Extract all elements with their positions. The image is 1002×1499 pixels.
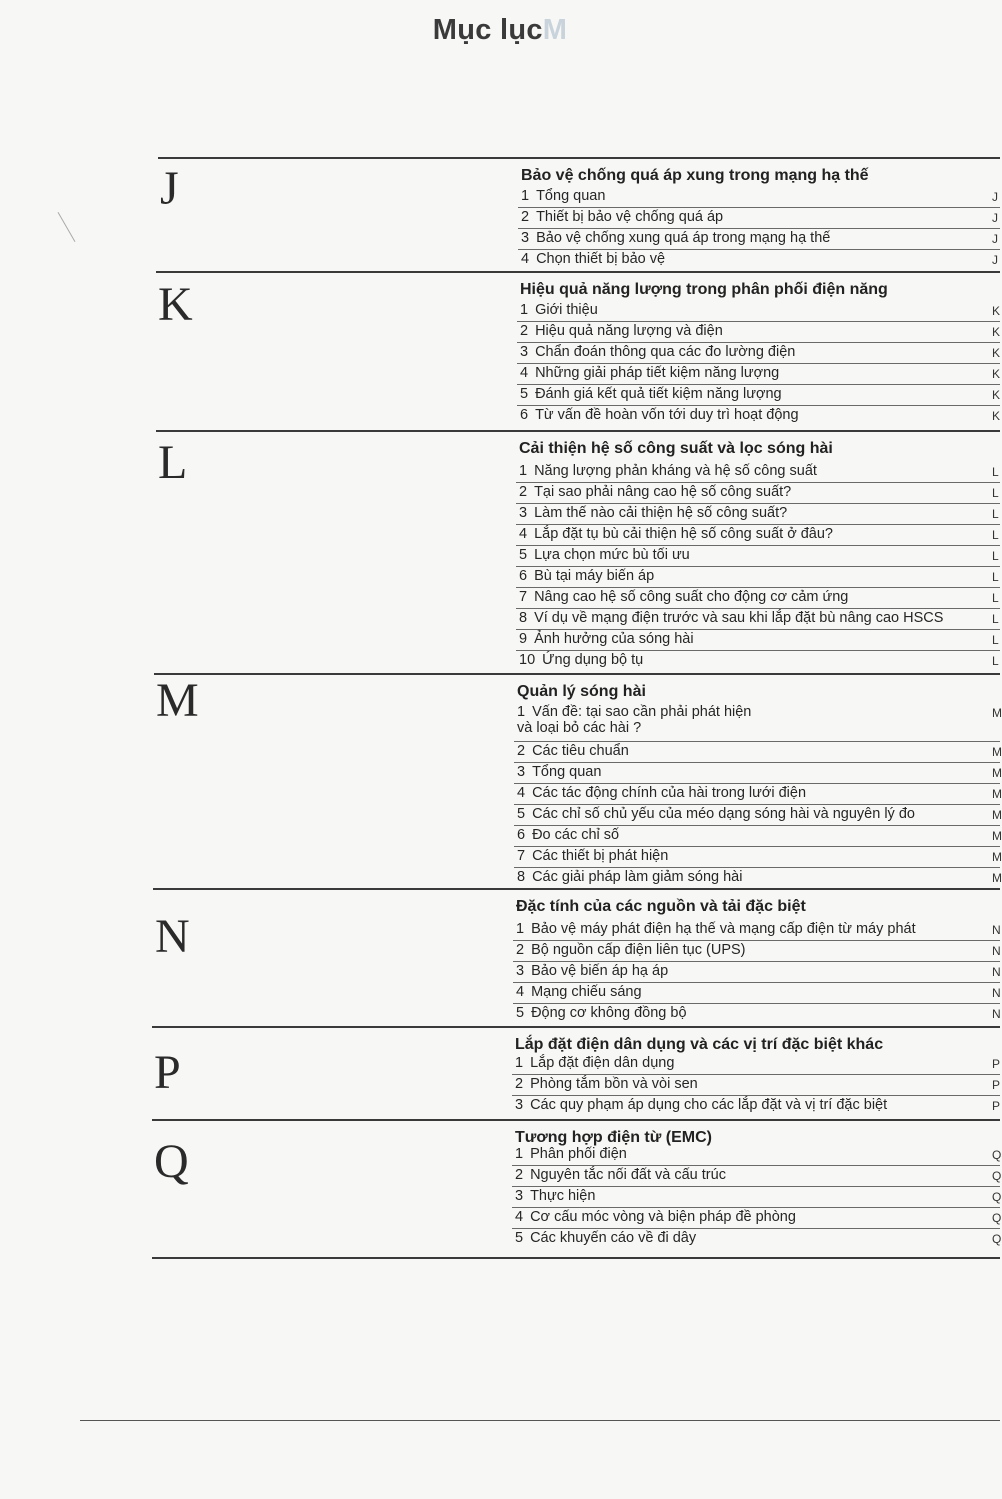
item-rule [514,825,1000,826]
item-rule [518,228,1000,229]
item-rule [516,629,1000,630]
page-code: M [992,787,1002,801]
page-code: N [992,965,1001,979]
item-number: 1 [519,463,528,479]
toc-item[interactable] [516,942,745,958]
item-label: Thực hiện [530,1188,596,1204]
item-number: 4 [519,526,528,542]
page-code: P [992,1078,1001,1092]
section-rule [153,888,1000,890]
toc-item[interactable] [521,188,605,204]
toc-item[interactable] [517,785,806,801]
toc-item[interactable] [521,209,723,225]
item-number: 5 [515,1230,524,1246]
item-label: Các thiết bị phát hiện [532,848,669,864]
page-code: J [992,253,998,267]
item-label: Phân phối điện [530,1146,627,1162]
item-label: Nguyên tắc nối đất và cấu trúc [530,1167,726,1183]
section-title[interactable]: Quản lý sóng hài [517,683,646,700]
page-code: K [992,346,1001,360]
toc-item[interactable] [519,610,943,626]
item-label: Các khuyến cáo về đi dây [530,1230,697,1246]
section-rule [154,673,1000,675]
page-code: K [992,409,1001,423]
page-code: M [992,766,1002,780]
page-code: K [992,388,1001,402]
page-code: N [992,1007,1001,1021]
page-code: L [992,465,999,479]
page-code: K [992,325,1001,339]
page-code: Q [992,1148,1002,1162]
item-number: 3 [515,1097,524,1113]
item-rule [517,363,1000,364]
item-number: 1 [517,704,526,720]
section-rule [156,271,1000,273]
toc-item[interactable] [516,984,642,1000]
item-label: Các tiêu chuẩn [532,743,629,759]
item-rule [517,405,1000,406]
page-title-showthrough: M [542,14,568,46]
page-code: L [992,486,999,500]
item-number: 2 [515,1076,524,1092]
item-label: Cơ cấu móc vòng và biện pháp đề phòng [530,1209,796,1225]
item-rule [512,1186,1000,1187]
item-label: Bộ nguồn cấp điện liên tục (UPS) [531,942,746,958]
section-letter: J [160,162,179,215]
page-code: Q [992,1211,1002,1225]
page-code: L [992,507,999,521]
toc-item[interactable] [515,1055,674,1071]
item-number: 3 [520,344,529,360]
item-number: 9 [519,631,528,647]
toc-item[interactable] [516,921,916,937]
item-label: Động cơ không đồng bộ [531,1005,687,1021]
item-rule [512,1228,1000,1229]
item-label: Lắp đặt tụ bù cải thiện hệ số công suất ở đâu? [534,526,833,542]
item-rule [516,545,1000,546]
toc-item[interactable] [519,631,694,647]
toc-item[interactable] [519,589,848,605]
toc-item[interactable] [520,407,799,423]
item-rule [512,1165,1000,1166]
item-label: Phòng tắm bồn và vòi sen [530,1076,698,1092]
item-label: Tổng quan [536,188,606,204]
page-code: Q [992,1169,1002,1183]
toc-item[interactable] [521,251,665,267]
section-title[interactable]: Cải thiện hệ số công suất và lọc sóng hài [519,440,833,457]
item-label: Bảo vệ chống xung quá áp trong mạng hạ thế [536,230,831,246]
item-label: Các tác động chính của hài trong lưới điện [532,785,807,801]
item-rule [513,1003,1000,1004]
item-label: Bảo vệ biến áp hạ áp [531,963,669,979]
toc-item[interactable] [519,505,787,521]
item-rule [513,982,1000,983]
item-rule [518,207,1000,208]
item-number: 1 [515,1146,524,1162]
toc-item[interactable] [517,743,629,759]
item-label: Lựa chọn mức bù tối ưu [534,547,690,563]
item-rule [516,482,1000,483]
page-code: J [992,232,998,246]
item-number: 8 [517,869,526,885]
item-number: 6 [517,827,526,843]
toc-item[interactable] [517,827,619,843]
item-number: 3 [519,505,528,521]
toc-item[interactable] [517,806,915,822]
page-code: J [992,211,998,225]
page-code: M [992,850,1002,864]
page-code: L [992,654,999,668]
item-label: Giới thiệu [535,302,598,318]
item-rule [517,384,1000,385]
toc-item[interactable] [515,1076,698,1092]
item-number: 4 [515,1209,524,1225]
item-rule [516,503,1000,504]
toc-item[interactable] [519,547,690,563]
item-label: Những giải pháp tiết kiệm năng lượng [535,365,780,381]
page-code: P [992,1057,1001,1071]
toc-item[interactable] [520,386,782,402]
item-label: Vấn đề: tại sao cần phải phát hiện [532,704,752,720]
item-label: Lắp đặt điện dân dụng [530,1055,675,1071]
item-number: 4 [516,984,525,1000]
section-title[interactable]: Bảo vệ chống quá áp xung trong mạng hạ thế [521,167,869,184]
page-code: M [992,871,1002,885]
item-rule [518,249,1000,250]
section-rule [152,1119,1000,1121]
toc-item[interactable] [519,568,654,584]
section-letter: Q [154,1135,189,1188]
section-title[interactable]: Lắp đặt điện dân dụng và các vị trí đặc biệt khác [515,1036,884,1053]
item-label: Các giải pháp làm giảm sóng hài [532,869,743,885]
item-number: 7 [517,848,526,864]
item-number: 2 [517,743,526,759]
item-label: Tổng quan [532,764,602,780]
page-code: L [992,633,999,647]
item-number: 6 [520,407,529,423]
item-number: 2 [519,484,528,500]
item-number: 10 [519,652,536,668]
item-rule [512,1207,1000,1208]
page-code: N [992,923,1001,937]
item-rule [513,961,1000,962]
item-number: 2 [516,942,525,958]
toc-item[interactable] [519,652,643,668]
item-number: 4 [520,365,529,381]
page-code: Q [992,1190,1002,1204]
item-label: Ảnh hưởng của sóng hài [534,631,694,647]
item-number: 2 [515,1167,524,1183]
section-letter: N [155,910,190,963]
item-rule [513,940,1000,941]
item-label: Tại sao phải nâng cao hệ số công suất? [534,484,792,500]
toc-item[interactable] [515,1188,595,1204]
item-rule [514,762,1000,763]
item-number: 6 [519,568,528,584]
item-number: 3 [516,963,525,979]
item-rule [512,1095,1000,1096]
item-number: 2 [521,209,530,225]
item-number: 3 [515,1188,524,1204]
section-letter: L [158,436,188,489]
item-label: Nâng cao hệ số công suất cho động cơ cảm ứng [534,589,849,605]
toc-item[interactable] [517,764,601,780]
page-code: N [992,944,1001,958]
section-letter: M [156,674,199,727]
item-label: Bảo vệ máy phát điện hạ thế và mạng cấp điện từ máy phát [531,921,916,937]
toc-item[interactable] [515,1209,796,1225]
section-rule [156,430,1000,432]
section-title[interactable]: Tương hợp điện từ (EMC) [515,1129,712,1146]
page-code: L [992,549,999,563]
item-rule [514,867,1000,868]
page-code: Q [992,1232,1002,1246]
toc-item[interactable] [517,704,751,736]
item-label: Các chỉ số chủ yếu của méo dạng sóng hài và nguyên lý đo [532,806,915,822]
section-end-rule [152,1257,1000,1259]
item-number: 5 [520,386,529,402]
item-number: 5 [516,1005,525,1021]
item-number: 1 [520,302,529,318]
page-code: J [992,190,998,204]
item-label: Mạng chiếu sáng [531,984,642,1000]
margin-mark [58,212,76,242]
item-rule [516,524,1000,525]
toc-item[interactable] [517,869,742,885]
section-rule [158,157,1000,159]
page-code: L [992,570,999,584]
toc-item[interactable] [517,848,668,864]
item-number: 1 [515,1055,524,1071]
item-rule [516,587,1000,588]
item-label: Hiệu quả năng lượng và điện [535,323,723,339]
toc-item[interactable] [519,526,833,542]
item-number: 3 [521,230,530,246]
item-rule [514,846,1000,847]
item-rule [516,566,1000,567]
item-number: 5 [517,806,526,822]
toc-item[interactable] [515,1230,696,1246]
toc-item[interactable] [520,323,723,339]
item-rule [514,804,1000,805]
item-label: Các quy phạm áp dụng cho các lắp đặt và vị trí đặc biệt [530,1097,888,1113]
item-number: 3 [517,764,526,780]
toc-item[interactable] [515,1097,887,1113]
item-label: Ứng dụng bộ tụ [542,652,644,668]
page-title [0,14,1000,47]
item-label: Làm thế nào cải thiện hệ số công suất? [534,505,788,521]
page-code: M [992,706,1002,720]
section-title[interactable]: Đặc tính của các nguồn và tải đặc biệt [516,898,806,915]
toc-item[interactable] [519,463,817,479]
item-rule [516,608,1000,609]
item-label: Từ vấn đề hoàn vốn tới duy trì hoạt động [535,407,799,423]
page-code: M [992,808,1002,822]
page-code: L [992,612,999,626]
item-number: 4 [521,251,530,267]
page-code: P [992,1099,1001,1113]
item-label: Chẩn đoán thông qua các đo lường điện [535,344,796,360]
item-label: Chọn thiết bị bảo vệ [536,251,666,267]
page-code: N [992,986,1001,1000]
page-code: L [992,591,999,605]
toc-item[interactable] [516,1005,687,1021]
item-number: 1 [516,921,525,937]
item-rule [517,321,1000,322]
item-label: Đánh giá kết quả tiết kiệm năng lượng [535,386,782,402]
item-label: Thiết bị bảo vệ chống quá áp [536,209,724,225]
section-rule [152,1026,1000,1028]
item-number: 7 [519,589,528,605]
section-letter: P [154,1046,181,1099]
item-rule [514,783,1000,784]
toc-item[interactable] [515,1167,726,1183]
toc-item[interactable] [515,1146,627,1162]
item-label: Đo các chỉ số [532,827,620,843]
item-number: 4 [517,785,526,801]
page-code: M [992,745,1002,759]
item-label: Năng lượng phản kháng và hệ số công suất [534,463,817,479]
item-label-continued: và loại bỏ các hài ? [517,720,642,736]
toc-item[interactable] [521,230,830,246]
section-title[interactable]: Hiệu quả năng lượng trong phân phối điện năng [520,281,888,298]
item-rule [512,1074,1000,1075]
section-letter: K [158,278,193,331]
item-rule [517,342,1000,343]
page-code: K [992,367,1001,381]
item-rule [514,741,1000,742]
toc-item[interactable] [520,302,598,318]
item-number: 8 [519,610,528,626]
toc-item[interactable] [519,484,791,500]
item-number: 1 [521,188,530,204]
item-label: Ví dụ về mạng điện trước và sau khi lắp đặt bù nâng cao HSCS [534,610,944,626]
bottom-rule [80,1420,1000,1421]
item-label: Bù tại máy biến áp [534,568,655,584]
item-number: 5 [519,547,528,563]
page-title-text: Mục lục [432,14,543,46]
toc-item[interactable] [520,344,795,360]
page-code: K [992,304,1001,318]
toc-item[interactable] [520,365,779,381]
toc-item[interactable] [516,963,668,979]
page-code: L [992,528,999,542]
page-code: M [992,829,1002,843]
item-number: 2 [520,323,529,339]
item-rule [516,650,1000,651]
